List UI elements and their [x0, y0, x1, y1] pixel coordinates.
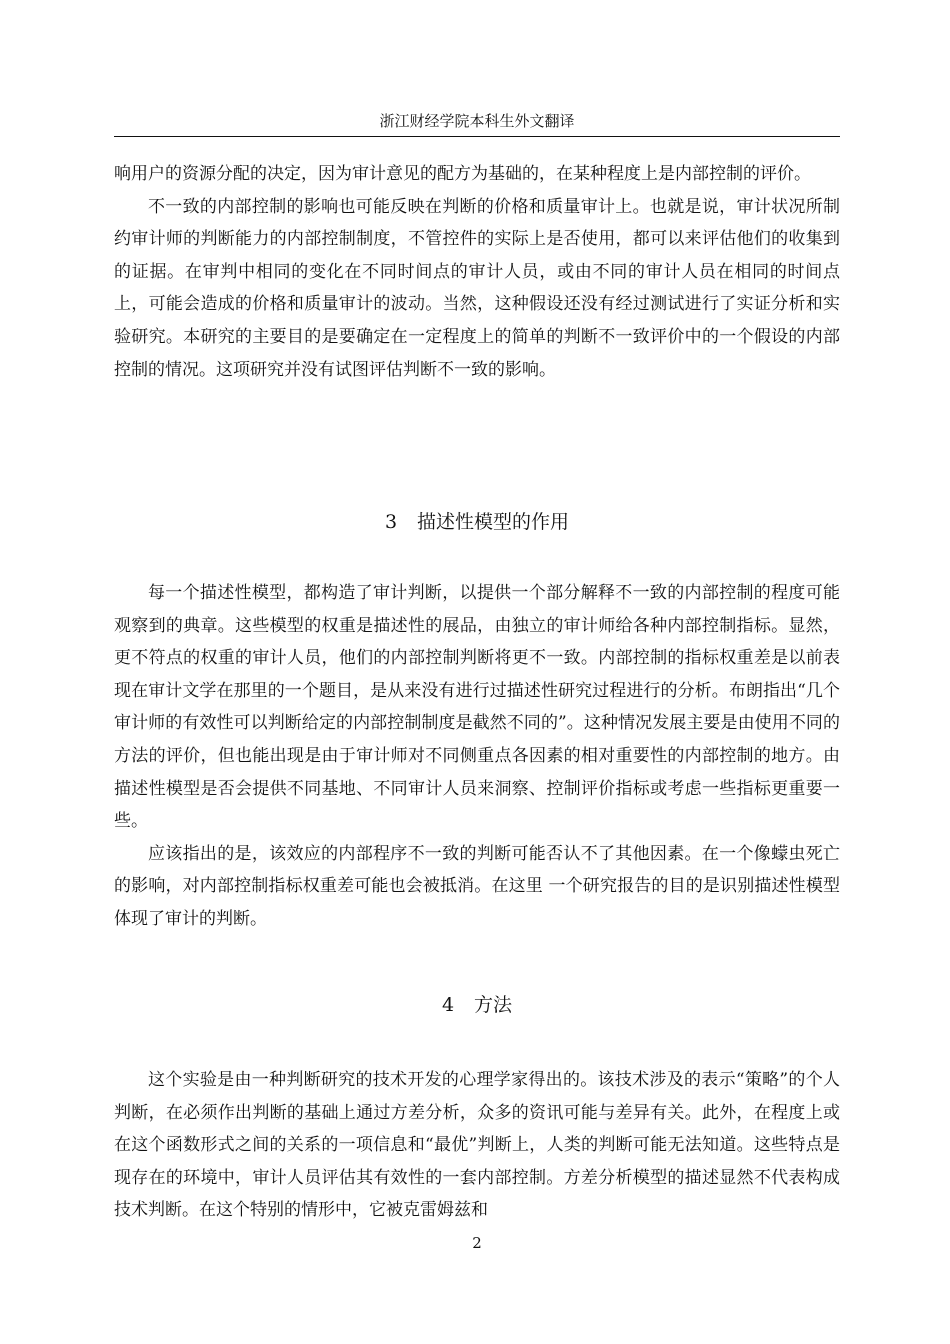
paragraph: 这个实验是由一种判断研究的技术开发的心理学家得出的。该技术涉及的表示“策略”的个人判断，在必须作出判断的基础上通过方差分析，众多的资讯可能与差异有关。此外，在程度上或在这个函数形式之间的关系的一项信息和“最优”判断上，人类的判断可能无法知道。这些特点是现存在的环境中，审计人员评估其有效性的一套内部控制。方差分析模型的描述显然不代表构成技术判断。在这个特别的情形中，它被克雷姆兹和 [114, 1070, 840, 1221]
header-rule [114, 136, 840, 137]
paragraph: 应该指出的是，该效应的内部程序不一致的判断可能否认不了其他因素。在一个像蠓虫死亡的影响，对内部控制指标权重差可能也会被抵消。在这里 一个研究报告的目的是识别描述性模型 体现了审计的判断。 [114, 843, 840, 929]
section-3-text [114, 577, 840, 936]
paragraph: 不一致的内部控制的影响也可能反映在判断的价格和质量审计上。也就是说，审计状况所制约审计师的判断能力的内部控制制度，不管控件的实际上是否使用，都可以来评估他们的收集到的证据。在审判中相同的变化在不同时间点的审计人员，或由不同的审计人员在相同的时间点上，可能会造成的价格和质量审计的波动。当然，这种假设还没有经过测试进行了实证分析和实验研究。本研究的主要目的是要确定在一定程度上的简单的判断不一致评价中的一个假设的内部控制的情况。这项研究并没有试图评估判断不一致的影响。 [114, 196, 840, 380]
section-3-heading [114, 507, 840, 537]
running-header: 浙江财经学院本科生外文翻译 [379, 112, 575, 130]
paragraph: 每一个描述性模型，都构造了审计判断，以提供一个部分解释不一致的内部控制的程度可能观察到的典章。这些模型的权重是描述性的展品，由独立的审计师给各种内部控制指标。显然，更不符点的权重的审计人员，他们的内部控制判断将更不一致。内部控制的指标权重差是以前表现在审计文学在那里的一个题目，是从来没有进行过描述性研究过程进行的分析。布朗指出“几个审计师的有效性可以判断给定的内部控制制度是截然不同的”。这种情况发展主要是由使用不同的方法的评价，但也能出现是由于审计师对不同侧重点各因素的相对重要性的内部控制的地方。由描述性模型是否会提供不同基地、不同审计人员来洞察、控制评价指标或考虑一些指标更重要一些。 [114, 583, 840, 832]
section-title: 方法 [474, 994, 513, 1016]
section-title: 描述性模型的作用 [417, 511, 570, 533]
intro-text [114, 158, 840, 386]
section-number: 3 [384, 511, 398, 533]
page-number: 2 [472, 1234, 482, 1252]
section-4-text [114, 1064, 840, 1227]
section-number: 4 [441, 994, 455, 1016]
section-4-heading [114, 990, 840, 1020]
paragraph: 响用户的资源分配的决定，因为审计意见的配方为基础的，在某种程度上是内部控制的评价。 [114, 164, 811, 184]
